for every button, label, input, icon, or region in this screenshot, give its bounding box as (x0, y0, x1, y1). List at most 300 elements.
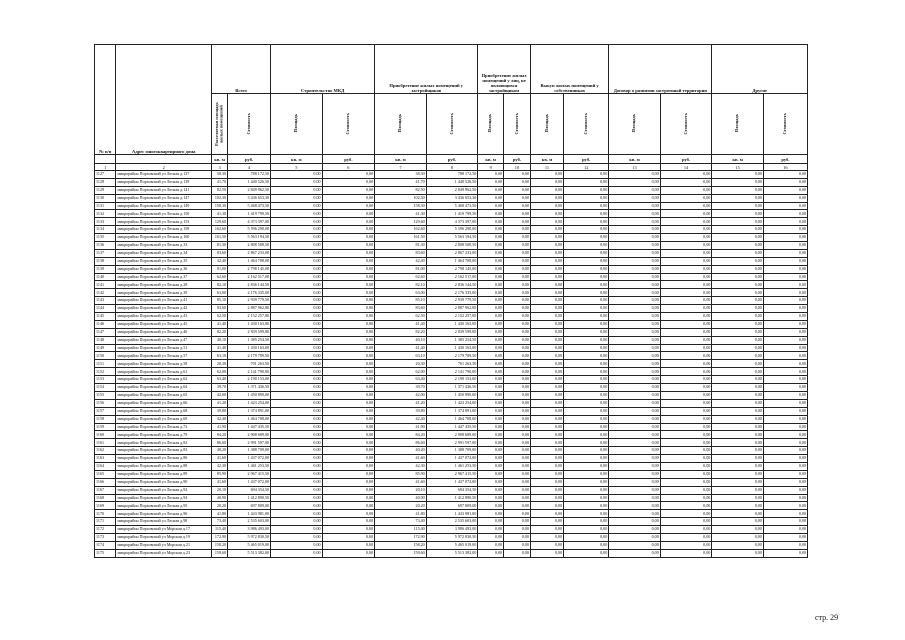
unit-cell: кв. м (712, 155, 764, 164)
buyout-cost-cell: 0,00 (564, 249, 609, 257)
address-cell: микрорайон Порховский ул Лесная д.68 (116, 407, 212, 415)
developer-cost-cell: 2 190 153,00 (426, 376, 478, 384)
other-cost-cell: 0,00 (763, 273, 807, 281)
table-row (95, 384, 808, 392)
total-cost-cell: 5 972 830,50 (228, 533, 271, 541)
relocated-area-cell: 82,10 (212, 281, 228, 289)
buyout-area-cell: 0,00 (530, 447, 563, 455)
territory-cost-cell: 0,00 (660, 518, 712, 526)
construction-area-cell: 0,00 (271, 439, 323, 447)
address-cell: микрорайон Порховский ул Морская д.21 (116, 541, 212, 549)
other-cost-cell: 0,00 (763, 352, 807, 360)
relocated-area-cell: 115,40 (212, 526, 228, 534)
territory-area-cell: 0,00 (609, 384, 661, 392)
buyout-area-cell: 0,00 (530, 194, 563, 202)
table-row (95, 518, 808, 526)
developer-area-cell: 81,00 (375, 265, 427, 273)
territory-cost-cell: 0,00 (660, 423, 712, 431)
address-cell: микрорайон Порховский ул Лесная д.51 (116, 344, 212, 352)
buyout-area-cell: 0,00 (530, 415, 563, 423)
buyout-area-cell: 0,00 (530, 360, 563, 368)
other-cost-cell: 0,00 (763, 502, 807, 510)
developer-cost-cell: 1 443 981,00 (426, 510, 478, 518)
non-developer-cost-cell: 0,00 (504, 549, 531, 557)
other-cost-cell: 0,00 (763, 533, 807, 541)
buyout-cost-cell: 0,00 (564, 368, 609, 376)
non-developer-cost-cell: 0,00 (504, 249, 531, 257)
developer-area-cell: 82,50 (375, 186, 427, 194)
other-area-cell: 0,00 (712, 470, 764, 478)
territory-area-cell: 0,00 (609, 218, 661, 226)
buyout-area-cell: 0,00 (530, 541, 563, 549)
buyout-area-cell: 0,00 (530, 265, 563, 273)
non-developer-cost-cell: 0,00 (504, 478, 531, 486)
buyout-cost-cell: 0,00 (564, 186, 609, 194)
developer-cost-cell: 2 152 257,00 (426, 313, 478, 321)
buyout-area-cell: 0,00 (530, 320, 563, 328)
developer-area-cell: 102,30 (375, 194, 427, 202)
construction-area-cell: 0,00 (271, 462, 323, 470)
column-number-cell: 2 (116, 164, 212, 171)
unit-cell: кв. м (271, 155, 323, 164)
developer-cost-cell: 2 176 335,00 (426, 289, 478, 297)
territory-cost-cell: 0,00 (660, 439, 712, 447)
row-number-cell: 1173 (95, 533, 116, 541)
other-area-cell: 0,00 (712, 226, 764, 234)
territory-area-cell: 0,00 (609, 447, 661, 455)
buyout-area-cell: 0,00 (530, 178, 563, 186)
non-developer-cost-cell: 0,00 (504, 305, 531, 313)
other-cost-cell: 0,00 (763, 281, 807, 289)
buyout-area-cell: 0,00 (530, 431, 563, 439)
row-number-cell: 1170 (95, 510, 116, 518)
buyout-area-cell: 0,00 (530, 352, 563, 360)
column-number-cell: 7 (375, 164, 427, 171)
other-cost-cell: 0,00 (763, 328, 807, 336)
construction-cost-cell: 0,00 (322, 171, 375, 179)
relocated-area-cell: 62,50 (212, 313, 228, 321)
construction-cost-cell: 0,00 (322, 399, 375, 407)
header-column-numbers-row (95, 164, 808, 171)
non-developer-cost-cell: 0,00 (504, 210, 531, 218)
non-developer-area-cell: 0,00 (478, 462, 504, 470)
total-cost-cell: 1 371 436,50 (228, 384, 271, 392)
unit-cell: руб. (504, 155, 531, 164)
construction-cost-cell: 0,00 (322, 210, 375, 218)
table-row (95, 478, 808, 486)
non-developer-area-cell: 0,00 (478, 171, 504, 179)
column-number-cell: 12 (564, 164, 609, 171)
territory-area-cell: 0,00 (609, 226, 661, 234)
table-row (95, 344, 808, 352)
address-cell: микрорайон Порховский ул Лесная д.65 (116, 391, 212, 399)
territory-cost-cell: 0,00 (660, 226, 712, 234)
construction-cost-cell: 0,00 (322, 423, 375, 431)
row-number-cell: 1135 (95, 234, 116, 242)
territory-cost-cell: 0,00 (660, 447, 712, 455)
developer-cost-cell: 2 798 145,00 (426, 265, 478, 273)
column-number-cell: 9 (478, 164, 504, 171)
buyout-cost-cell: 0,00 (564, 234, 609, 242)
other-cost-cell: 0,00 (763, 265, 807, 273)
buyout-cost-cell: 0,00 (564, 202, 609, 210)
table-row (95, 297, 808, 305)
other-cost-cell: 0,00 (763, 257, 807, 265)
row-number-cell: 1172 (95, 526, 116, 534)
table-row (95, 178, 808, 186)
row-number-cell: 1132 (95, 210, 116, 218)
other-cost-cell: 0,00 (763, 486, 807, 494)
column-number-cell: 4 (228, 164, 271, 171)
other-cost-cell: 0,00 (763, 407, 807, 415)
territory-area-cell: 0,00 (609, 352, 661, 360)
table-row (95, 320, 808, 328)
buyout-cost-cell: 0,00 (564, 218, 609, 226)
table-row (95, 352, 808, 360)
other-area-cell: 0,00 (712, 178, 764, 186)
header-group-other: Другие (712, 45, 808, 94)
territory-area-cell: 0,00 (609, 265, 661, 273)
table-row (95, 526, 808, 534)
developer-area-cell: 82,10 (375, 281, 427, 289)
relocated-area-cell: 41,20 (212, 399, 228, 407)
construction-area-cell: 0,00 (271, 415, 323, 423)
construction-cost-cell: 0,00 (322, 470, 375, 478)
developer-area-cell: 62,00 (375, 368, 427, 376)
non-developer-area-cell: 0,00 (478, 447, 504, 455)
column-number-cell: 5 (271, 164, 323, 171)
developer-area-cell: 83,60 (375, 249, 427, 257)
construction-cost-cell: 0,00 (322, 281, 375, 289)
developer-cost-cell: 2 839 599,00 (426, 328, 478, 336)
buyout-cost-cell: 0,00 (564, 470, 609, 478)
relocated-area-cell: 86,60 (212, 439, 228, 447)
other-area-cell: 0,00 (712, 171, 764, 179)
row-number-cell: 1139 (95, 265, 116, 273)
developer-cost-cell: 2 535 603,00 (426, 518, 478, 526)
buyout-cost-cell: 0,00 (564, 320, 609, 328)
other-area-cell: 0,00 (712, 344, 764, 352)
relocated-area-cell: 20,30 (212, 360, 228, 368)
row-number-cell: 1164 (95, 462, 116, 470)
buyout-area-cell: 0,00 (530, 518, 563, 526)
developer-cost-cell: 5 972 830,50 (426, 533, 478, 541)
other-cost-cell: 0,00 (763, 455, 807, 463)
table-row (95, 305, 808, 313)
construction-area-cell: 0,00 (271, 407, 323, 415)
buyout-area-cell: 0,00 (530, 297, 563, 305)
non-developer-area-cell: 0,00 (478, 226, 504, 234)
non-developer-area-cell: 0,00 (478, 186, 504, 194)
table-row (95, 431, 808, 439)
other-cost-cell: 0,00 (763, 526, 807, 534)
relocated-area-cell: 73,40 (212, 518, 228, 526)
header-units-row (95, 155, 808, 164)
non-developer-area-cell: 0,00 (478, 210, 504, 218)
buyout-cost-cell: 0,00 (564, 494, 609, 502)
construction-area-cell: 0,00 (271, 226, 323, 234)
other-cost-cell: 0,00 (763, 510, 807, 518)
buyout-area-cell: 0,00 (530, 281, 563, 289)
territory-cost-cell: 0,00 (660, 171, 712, 179)
row-number-cell: 1161 (95, 439, 116, 447)
relocated-area-cell: 41,60 (212, 478, 228, 486)
construction-area-cell: 0,00 (271, 313, 323, 321)
other-area-cell: 0,00 (712, 384, 764, 392)
table-row (95, 313, 808, 321)
unit-cell: кв. м (212, 155, 228, 164)
developer-cost-cell: 2 836 144,50 (426, 281, 478, 289)
territory-area-cell: 0,00 (609, 510, 661, 518)
address-cell: микрорайон Порховский ул Лесная д.96 (116, 510, 212, 518)
buyout-cost-cell: 0,00 (564, 478, 609, 486)
construction-area-cell: 0,00 (271, 541, 323, 549)
buyout-area-cell: 0,00 (530, 289, 563, 297)
table-row (95, 391, 808, 399)
relocated-area-cell: 85,90 (212, 470, 228, 478)
developer-area-cell: 41,60 (375, 455, 427, 463)
relocated-area-cell: 39,70 (212, 384, 228, 392)
non-developer-area-cell: 0,00 (478, 486, 504, 494)
territory-cost-cell: 0,00 (660, 486, 712, 494)
non-developer-cost-cell: 0,00 (504, 431, 531, 439)
construction-area-cell: 0,00 (271, 265, 323, 273)
total-cost-cell: 5 513 382,00 (228, 549, 271, 557)
header-cost: Стоимость (322, 94, 375, 155)
developer-area-cell: 161,50 (375, 234, 427, 242)
buyout-cost-cell: 0,00 (564, 352, 609, 360)
developer-cost-cell: 788 172,50 (426, 171, 478, 179)
developer-area-cell: 83,60 (375, 305, 427, 313)
buyout-area-cell: 0,00 (530, 344, 563, 352)
non-developer-cost-cell: 0,00 (504, 226, 531, 234)
total-cost-cell: 1 374 891,00 (228, 407, 271, 415)
buyout-area-cell: 0,00 (530, 549, 563, 557)
buyout-cost-cell: 0,00 (564, 518, 609, 526)
developer-cost-cell: 1 437 072,00 (426, 478, 478, 486)
buyout-area-cell: 0,00 (530, 407, 563, 415)
housing-relocation-table (94, 44, 808, 558)
construction-cost-cell: 0,00 (322, 202, 375, 210)
address-cell: микрорайон Порховский ул Лесная д.153 (116, 218, 212, 226)
row-number-cell: 1153 (95, 376, 116, 384)
developer-area-cell: 40,20 (375, 447, 427, 455)
non-developer-area-cell: 0,00 (478, 391, 504, 399)
other-area-cell: 0,00 (712, 265, 764, 273)
total-cost-cell: 2 908 689,00 (228, 431, 271, 439)
developer-area-cell: 85,90 (375, 470, 427, 478)
territory-area-cell: 0,00 (609, 305, 661, 313)
non-developer-cost-cell: 0,00 (504, 178, 531, 186)
non-developer-area-cell: 0,00 (478, 202, 504, 210)
developer-cost-cell: 1 437 072,00 (426, 455, 478, 463)
territory-cost-cell: 0,00 (660, 265, 712, 273)
address-cell: микрорайон Порховский ул Лесная д.72 (116, 423, 212, 431)
other-area-cell: 0,00 (712, 526, 764, 534)
row-number-cell: 1160 (95, 431, 116, 439)
non-developer-cost-cell: 0,00 (504, 518, 531, 526)
territory-area-cell: 0,00 (609, 194, 661, 202)
construction-area-cell: 0,00 (271, 344, 323, 352)
construction-cost-cell: 0,00 (322, 368, 375, 376)
other-cost-cell: 0,00 (763, 549, 807, 557)
developer-cost-cell: 2 991 597,00 (426, 439, 478, 447)
row-number-cell: 1150 (95, 352, 116, 360)
other-area-cell: 0,00 (712, 541, 764, 549)
non-developer-area-cell: 0,00 (478, 178, 504, 186)
relocated-area-cell: 83,60 (212, 249, 228, 257)
territory-cost-cell: 0,00 (660, 202, 712, 210)
total-cost-cell: 1 430 163,00 (228, 320, 271, 328)
address-cell: микрорайон Порховский ул Лесная д.139 (116, 178, 212, 186)
relocated-area-cell: 81,30 (212, 242, 228, 250)
non-developer-area-cell: 0,00 (478, 273, 504, 281)
relocated-area-cell: 41,30 (212, 210, 228, 218)
other-cost-cell: 0,00 (763, 186, 807, 194)
buyout-cost-cell: 0,00 (564, 194, 609, 202)
table-row (95, 423, 808, 431)
developer-area-cell: 84,20 (375, 431, 427, 439)
unit-cell: руб. (322, 155, 375, 164)
construction-cost-cell: 0,00 (322, 186, 375, 194)
buyout-area-cell: 0,00 (530, 249, 563, 257)
developer-area-cell: 39,80 (375, 407, 427, 415)
construction-area-cell: 0,00 (271, 360, 323, 368)
row-number-cell: 1134 (95, 226, 116, 234)
table-row (95, 399, 808, 407)
non-developer-area-cell: 0,00 (478, 526, 504, 534)
construction-cost-cell: 0,00 (322, 257, 375, 265)
territory-cost-cell: 0,00 (660, 178, 712, 186)
buyout-area-cell: 0,00 (530, 462, 563, 470)
column-number-cell: 11 (530, 164, 563, 171)
row-number-cell: 1140 (95, 273, 116, 281)
non-developer-cost-cell: 0,00 (504, 470, 531, 478)
other-area-cell: 0,00 (712, 431, 764, 439)
address-cell: микрорайон Порховский ул Лесная д.35 (116, 257, 212, 265)
territory-area-cell: 0,00 (609, 289, 661, 297)
buyout-cost-cell: 0,00 (564, 549, 609, 557)
territory-cost-cell: 0,00 (660, 502, 712, 510)
total-cost-cell: 1 461 253,50 (228, 462, 271, 470)
developer-cost-cell: 1 447 435,50 (426, 423, 478, 431)
table-row (95, 415, 808, 423)
table-row (95, 210, 808, 218)
non-developer-cost-cell: 0,00 (504, 462, 531, 470)
developer-area-cell: 63,10 (375, 352, 427, 360)
row-number-cell: 1143 (95, 297, 116, 305)
other-area-cell: 0,00 (712, 510, 764, 518)
other-cost-cell: 0,00 (763, 320, 807, 328)
territory-cost-cell: 0,00 (660, 257, 712, 265)
construction-area-cell: 0,00 (271, 384, 323, 392)
construction-cost-cell: 0,00 (322, 218, 375, 226)
non-developer-area-cell: 0,00 (478, 360, 504, 368)
construction-area-cell: 0,00 (271, 376, 323, 384)
territory-area-cell: 0,00 (609, 415, 661, 423)
buyout-cost-cell: 0,00 (564, 257, 609, 265)
other-area-cell: 0,00 (712, 281, 764, 289)
territory-area-cell: 0,00 (609, 541, 661, 549)
construction-area-cell: 0,00 (271, 202, 323, 210)
non-developer-area-cell: 0,00 (478, 399, 504, 407)
developer-area-cell: 20,30 (375, 360, 427, 368)
other-area-cell: 0,00 (712, 305, 764, 313)
other-area-cell: 0,00 (712, 368, 764, 376)
developer-cost-cell: 2 967 415,50 (426, 470, 478, 478)
table-row (95, 273, 808, 281)
construction-area-cell: 0,00 (271, 336, 323, 344)
territory-cost-cell: 0,00 (660, 186, 712, 194)
relocated-area-cell: 158,20 (212, 541, 228, 549)
buyout-cost-cell: 0,00 (564, 423, 609, 431)
buyout-cost-cell: 0,00 (564, 171, 609, 179)
relocated-area-cell: 42,40 (212, 257, 228, 265)
construction-cost-cell: 0,00 (322, 455, 375, 463)
other-cost-cell: 0,00 (763, 194, 807, 202)
total-cost-cell: 2 991 597,00 (228, 439, 271, 447)
developer-area-cell: 41,90 (375, 423, 427, 431)
other-area-cell: 0,00 (712, 336, 764, 344)
address-cell: микрорайон Порховский ул Лесная д.36 (116, 265, 212, 273)
total-cost-cell: 2 176 335,00 (228, 289, 271, 297)
address-cell: микрорайон Порховский ул Лесная д.46 (116, 328, 212, 336)
column-number-cell: 3 (212, 164, 228, 171)
territory-area-cell: 0,00 (609, 344, 661, 352)
territory-area-cell: 0,00 (609, 376, 661, 384)
buyout-cost-cell: 0,00 (564, 384, 609, 392)
row-number-cell: 1149 (95, 344, 116, 352)
non-developer-area-cell: 0,00 (478, 328, 504, 336)
territory-area-cell: 0,00 (609, 249, 661, 257)
unit-cell: кв. м (375, 155, 427, 164)
developer-cost-cell: 2 849 962,50 (426, 186, 478, 194)
table-row (95, 234, 808, 242)
row-number-cell: 1141 (95, 281, 116, 289)
header-cost: Стоимость (564, 94, 609, 155)
non-developer-cost-cell: 0,00 (504, 265, 531, 273)
developer-area-cell: 41,30 (375, 210, 427, 218)
other-cost-cell: 0,00 (763, 297, 807, 305)
construction-area-cell: 0,00 (271, 494, 323, 502)
relocated-area-cell: 82,50 (212, 186, 228, 194)
buyout-cost-cell: 0,00 (564, 289, 609, 297)
territory-area-cell: 0,00 (609, 478, 661, 486)
non-developer-cost-cell: 0,00 (504, 526, 531, 534)
address-cell: микрорайон Порховский ул Лесная д.28 (116, 281, 212, 289)
buyout-cost-cell: 0,00 (564, 210, 609, 218)
construction-cost-cell: 0,00 (322, 352, 375, 360)
developer-cost-cell: 1 423 254,00 (426, 399, 478, 407)
address-cell: микрорайон Порховский ул Лесная д.61 (116, 368, 212, 376)
construction-cost-cell: 0,00 (322, 447, 375, 455)
construction-area-cell: 0,00 (271, 470, 323, 478)
construction-cost-cell: 0,00 (322, 478, 375, 486)
non-developer-cost-cell: 0,00 (504, 344, 531, 352)
relocated-area-cell: 39,80 (212, 407, 228, 415)
total-cost-cell: 1 464 708,00 (228, 257, 271, 265)
territory-cost-cell: 0,00 (660, 510, 712, 518)
row-number-cell: 1168 (95, 494, 116, 502)
developer-cost-cell: 2 867 233,00 (426, 249, 478, 257)
units-empty-cell (116, 155, 212, 164)
buyout-cost-cell: 0,00 (564, 526, 609, 534)
address-cell: микрорайон Порховский ул Лесная д.98 (116, 518, 212, 526)
other-cost-cell: 0,00 (763, 242, 807, 250)
total-cost-cell: 2 535 603,00 (228, 518, 271, 526)
buyout-cost-cell: 0,00 (564, 226, 609, 234)
address-cell: микрорайон Порховский ул Лесная д.33 (116, 242, 212, 250)
